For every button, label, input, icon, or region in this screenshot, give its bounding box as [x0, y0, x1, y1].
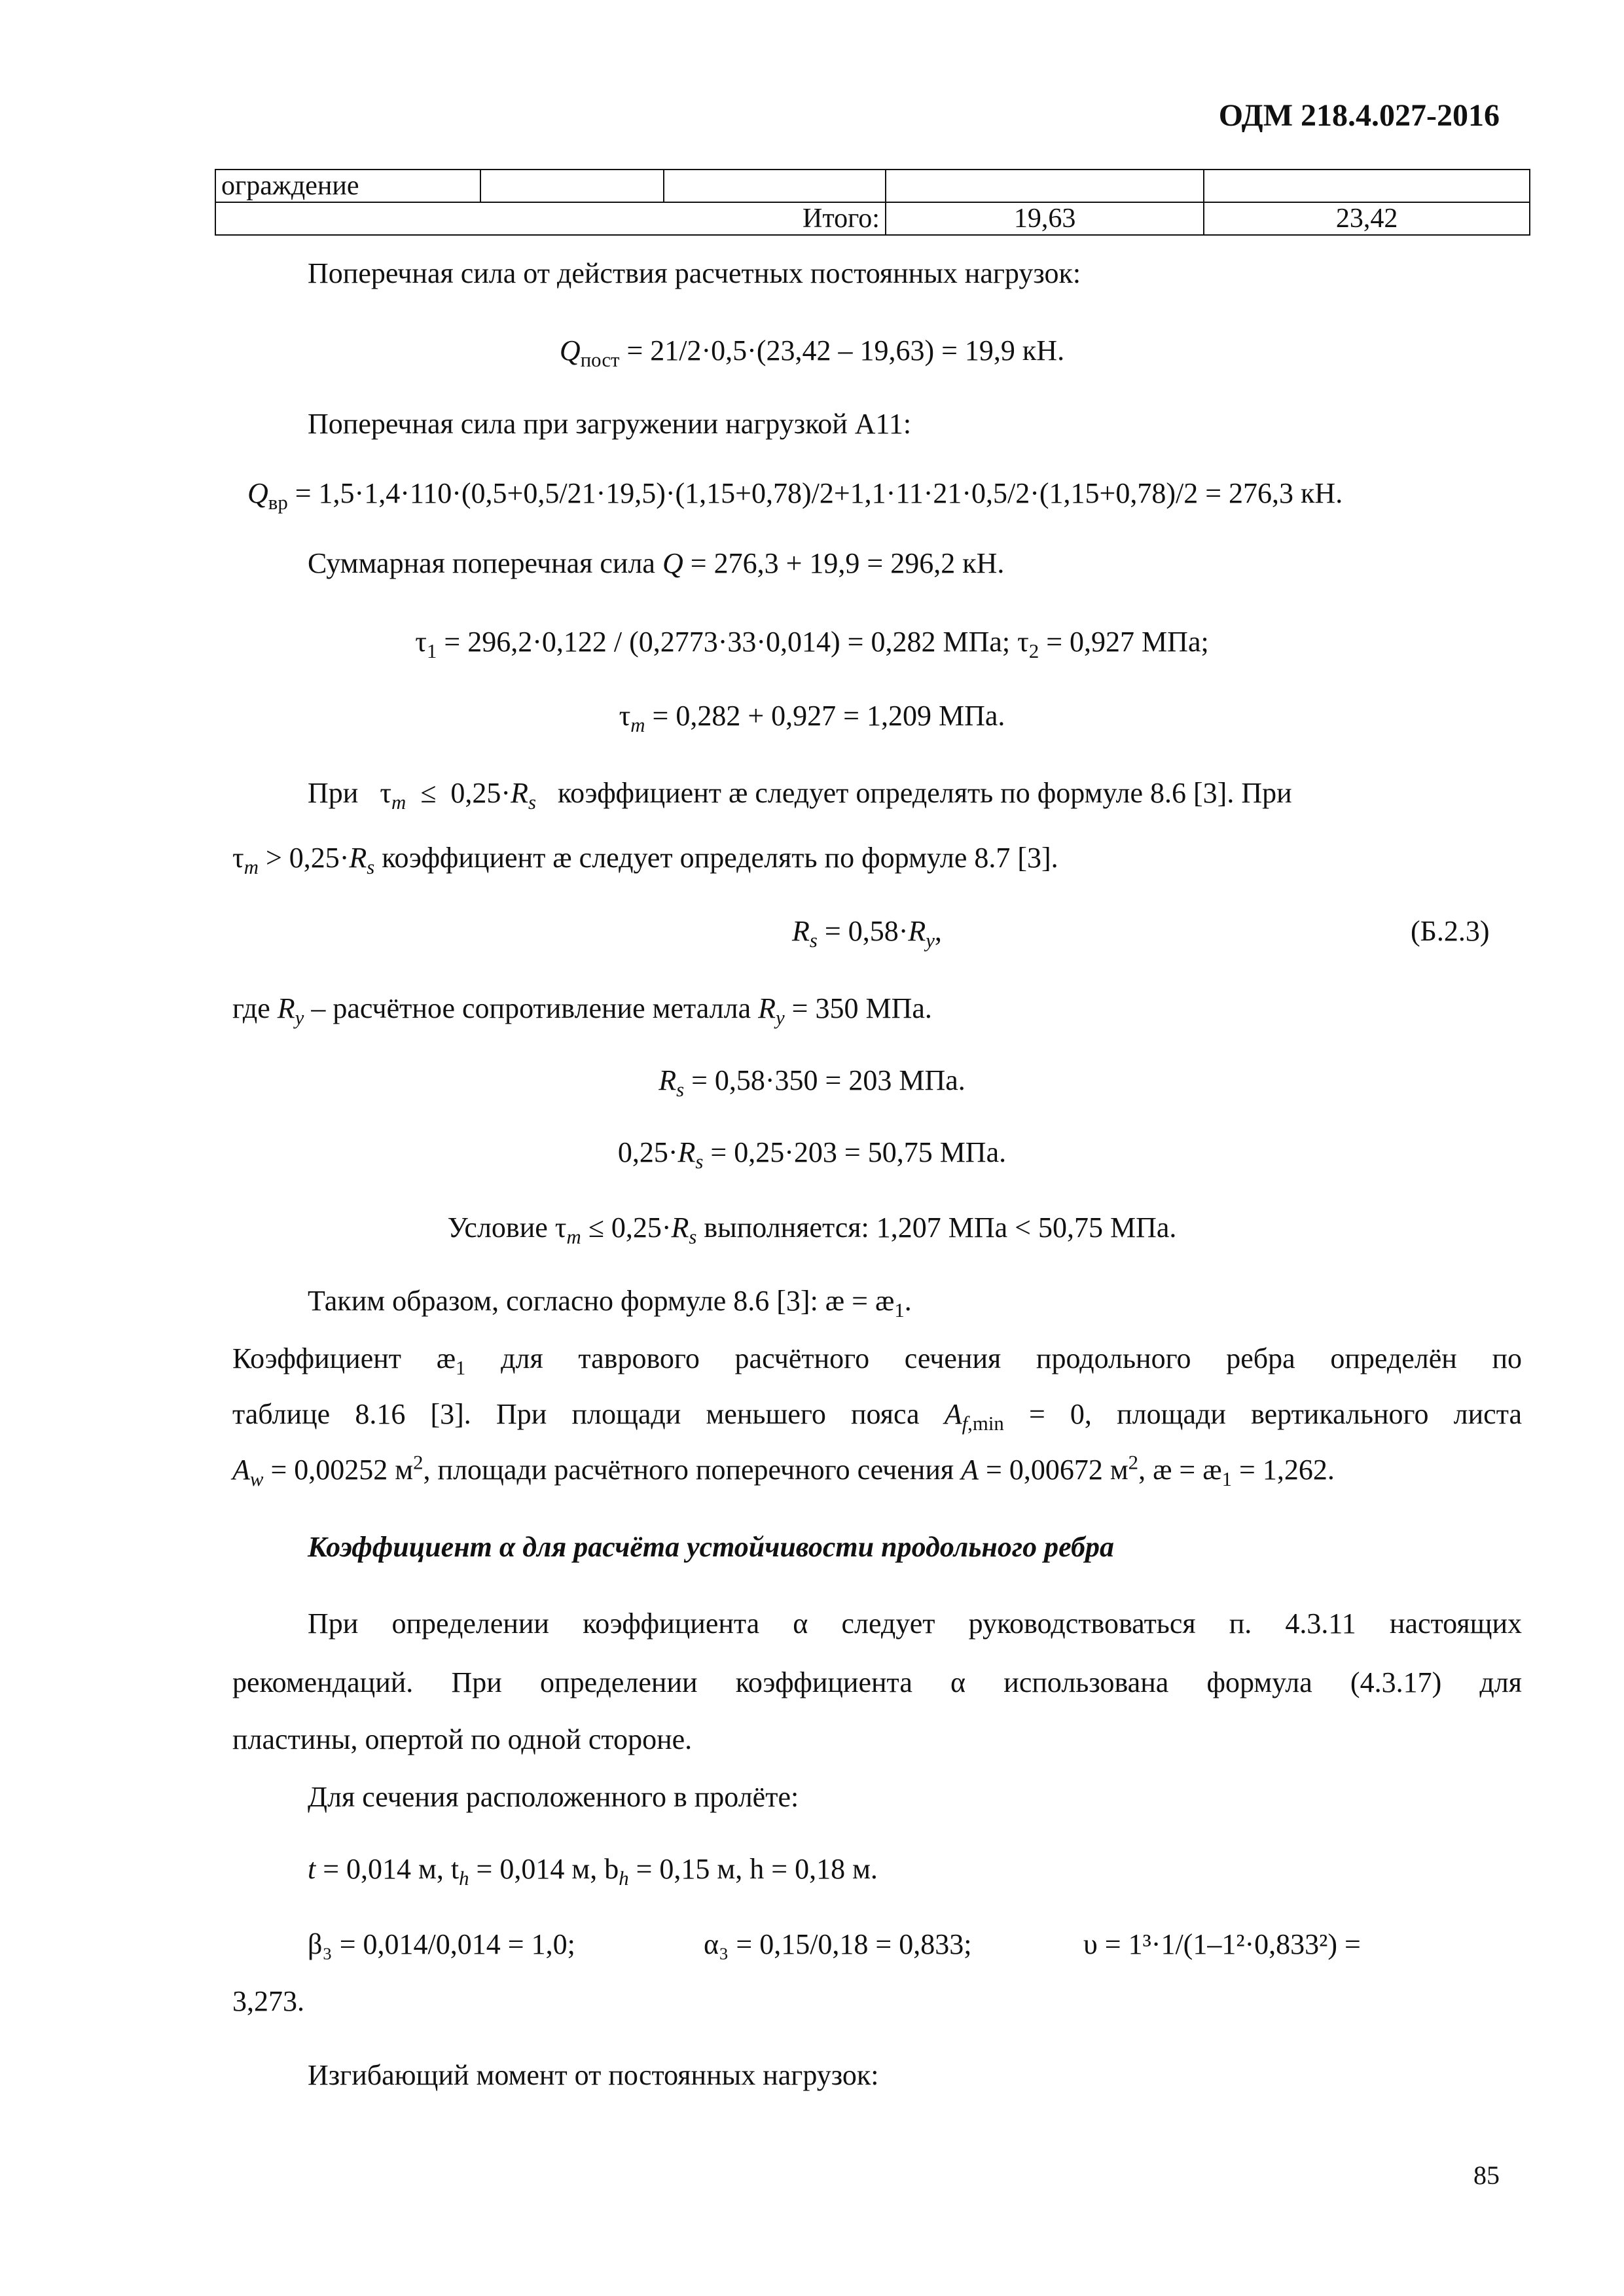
condition-line: Условие $\tau_m \le 0,25\cdot R_s$ выполняется: 1,207 МПа < 50,75 МПа.	[447, 1211, 1177, 1248]
paragraph: таблице 8.16 [3]. При площади меньшего пояса $A_{f,min} = 0$, площади вертикального листа	[232, 1398, 1523, 1435]
table-cell	[886, 170, 1204, 202]
paragraph: Поперечная сила при загружении нагрузкой А11:	[308, 408, 912, 440]
table-cell: ограждение	[215, 170, 480, 202]
document-code: ОДМ 218.4.027-2016	[1218, 98, 1500, 133]
formula-rs-value: $R_s = 0,58\cdot 350 = 203$ МПа.	[659, 1064, 965, 1101]
formula-upsilon-value: 3,273.	[232, 1985, 304, 2017]
formula-q-vr: $Q_{вр} = 1,5\cdot 1,4\cdot 110\cdot(0,5+0,5/21\cdot 19,5)\cdot(1,15+0,78)/2+1,1\cdot 11\cdot 21\cdot 0,5/2\cdot(1,15+0,78)/2 = 276,3$ кН.	[247, 477, 1343, 514]
paragraph: Изгибающий момент от постоянных нагрузок:	[308, 2059, 879, 2091]
parameters-line: t = 0,014 м, $t_h = 0,014$ м, $b_h = 0,15$ м, h = 0,18 м.	[308, 1853, 878, 1890]
formula-tau-m: $\tau_m = 0,282 + 0,927 = 1,209$ МПа.	[619, 700, 1005, 736]
table-row	[215, 170, 1530, 202]
paragraph: Таким образом, согласно формуле 8.6 [3]: æ = $æ_1$.	[308, 1285, 912, 1321]
paragraph: рекомендаций. При определении коэффициента α использована формула (4.3.17) для	[232, 1666, 1522, 1698]
formula-number: (Б.2.3)	[1411, 915, 1490, 947]
section-heading: Коэффициент α для расчёта устойчивости продольного ребра	[308, 1531, 1114, 1563]
table-cell	[664, 170, 885, 202]
formula-025rs: $0,25\cdot R_s = 0,25\cdot 203 = 50,75$ МПа.	[617, 1136, 1007, 1173]
formula-q-post: $Q_{пост} = 21/2\cdot 0,5\cdot(23,42 - 19,63) = 19,9$ кН.	[559, 334, 1065, 371]
itogo-label: Итого:	[215, 202, 886, 235]
paragraph: Коэффициент $æ_1$ для таврового расчётного сечения продольного ребра определён по	[232, 1342, 1522, 1379]
paragraph: При определении коэффициента α следует руководствоваться п. 4.3.11 настоящих	[308, 1607, 1522, 1640]
paragraph: Суммарная поперечная сила Q = 276,3 + 19,9 = 296,2 кН.	[308, 547, 1005, 579]
totals-table	[215, 169, 1530, 236]
formula-tau: $\tau_1 = 296,2\cdot 0,122 / (0,2773\cdot 33\cdot 0,014) = 0,282$ МПа; $\tau_2 = 0,927$ МПа;	[415, 626, 1209, 662]
formula-beta: β₃ = 0,014/0,014 = 1,0;	[308, 1928, 575, 1960]
total-value-b: 23,42	[1204, 202, 1530, 235]
paragraph: $\tau_m > 0,25\cdot R_s$ коэффициент æ следует определять по формуле 8.7 [3].	[232, 842, 1058, 878]
paragraph: Поперечная сила от действия расчетных постоянных нагрузок:	[308, 257, 1081, 289]
formula-upsilon: υ = 1³·1/(1–1²·0,833²) =	[1083, 1928, 1361, 1960]
page-number: 85	[1473, 2161, 1500, 2190]
formula-rs: $R_s = 0,58\cdot R_y$,	[792, 915, 942, 952]
formula-alpha: α₃ = 0,15/0,18 = 0,833;	[704, 1928, 972, 1960]
paragraph: $A_w = 0,00252$ $м^2$, площади расчётного поперечного сечения A = 0,00672 $м^2$, æ = $æ_1 = 1,262$.	[232, 1451, 1335, 1490]
total-value-a: 19,63	[886, 202, 1204, 235]
table-cell	[1204, 170, 1530, 202]
paragraph: Для сечения расположенного в пролёте:	[308, 1781, 799, 1813]
paragraph: пластины, опертой по одной стороне.	[232, 1723, 693, 1755]
paragraph: При $\tau_m \le 0,25\cdot R_s$ коэффициент æ следует определять по формуле 8.6 [3]. При	[308, 777, 1292, 814]
table-cell	[480, 170, 664, 202]
paragraph: где $R_y$ – расчётное сопротивление металла $R_y = 350$ МПа.	[232, 992, 932, 1029]
table-row-total	[215, 202, 1530, 235]
